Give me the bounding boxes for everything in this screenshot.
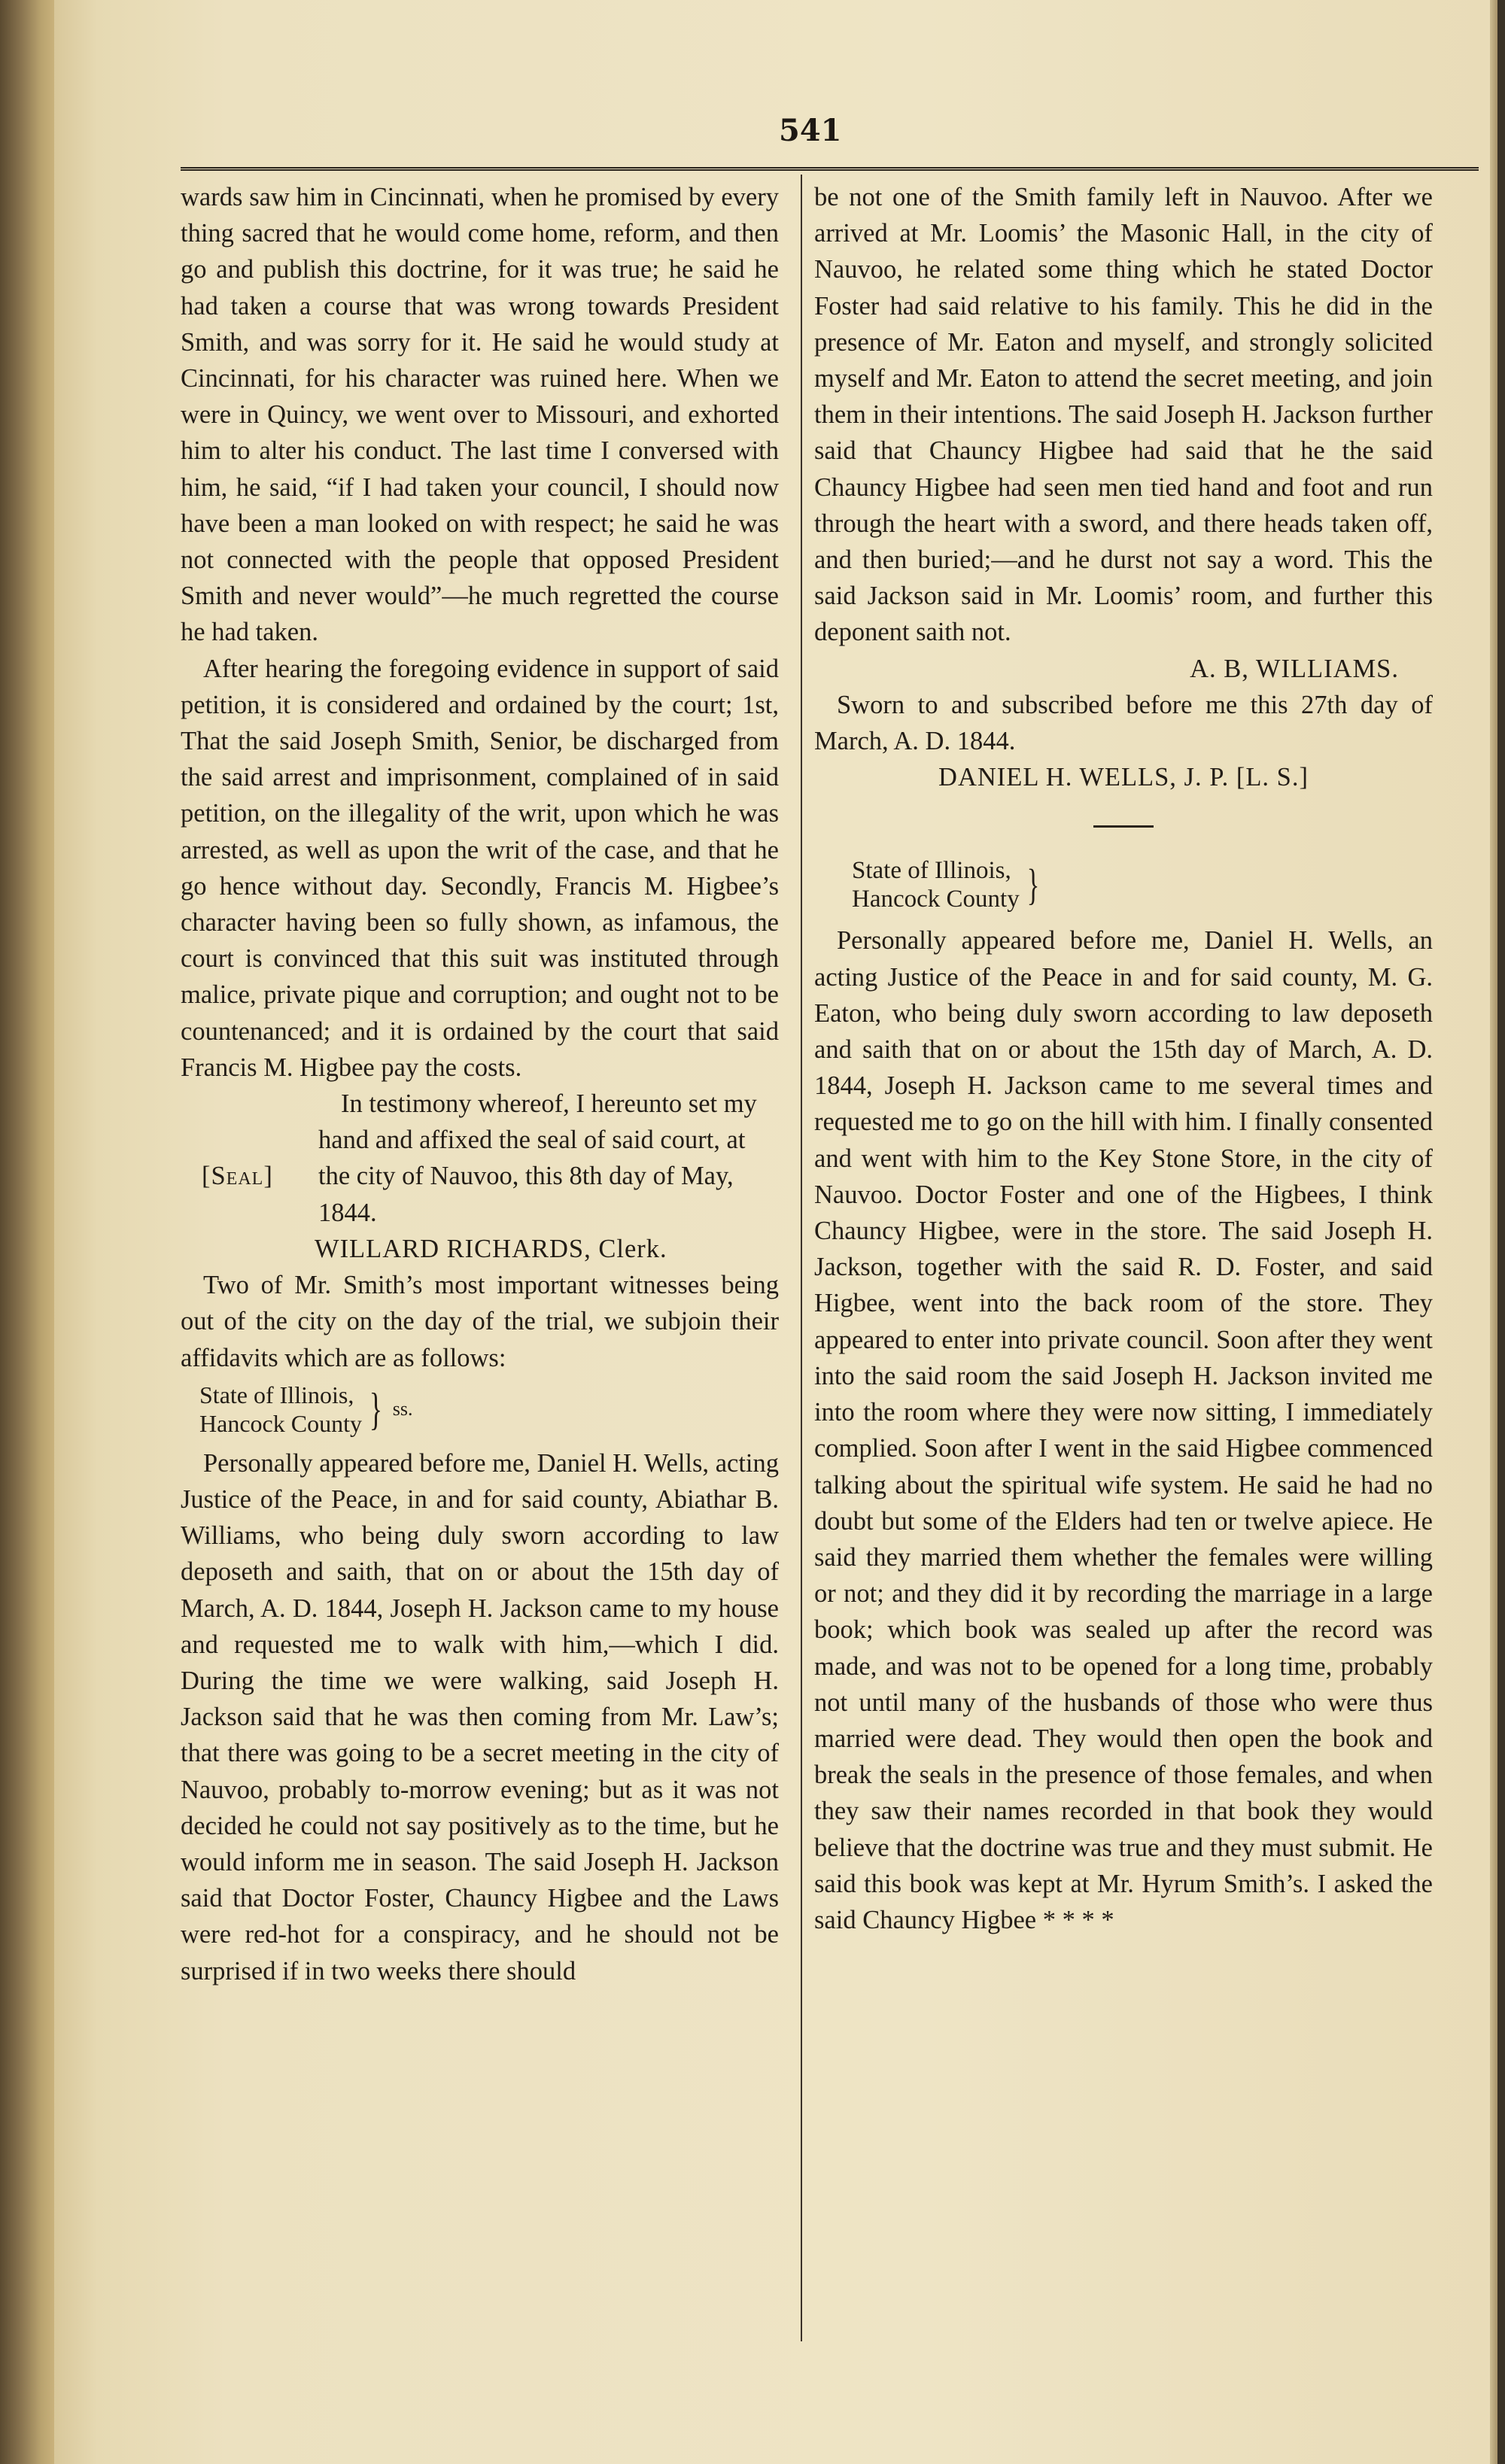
court-ruling-paragraph: After hearing the foregoing evidence in support of said petition, it is considered and ordained by the court; 1st, That the said Joseph Smith, Senior, be discharged from the said arrest and imprisonment, complained of in said petition, on the illegality of the writ, upon which he was arrested, as well as upon the writ of the case, and that he go hence without day. Secondly, Francis M. Higbee’s character having been so fully shown, as infamous, the court is convinced that this suit was instituted through malice, private pique and corruption; and ought not to be countenanced; and it is ordained by the court that said Francis M. Higbee pay the costs. (181, 654, 779, 1082)
continued-paragraph: wards saw him in Cincinnati, when he promised by every thing sacred that he would come home, reform, and then go and publish this doctrine, for it was true; he said he had taken a course that was wrong towards President Smith, and was sorry for it. He said he would study at Cincinnati, for his character was ruined here. When we were in Quincy, we went over to Missouri, and exhorted him to alter his conduct. The last time I conversed with him, he said, “if I had taken your council, I should now have been a man looked on with respect; he said he was not connected with the people that opposed President Smith and never would”—he much regretted the course he had taken. (181, 183, 779, 647)
page-edge (1490, 0, 1497, 2464)
header-rule (181, 167, 1479, 171)
right-column (814, 179, 1433, 1938)
brace-glyph: } (369, 1384, 383, 1434)
venue-state: State of Illinois, (199, 1381, 354, 1408)
page-number: 541 (779, 113, 842, 148)
venue-county-2: Hancock County (852, 886, 1020, 913)
testimony-text: In testimony whereof, I hereunto set my hand and affixed the seal of said court, at the city of Nauvoo, this 8th day of May, 1844. (318, 1089, 757, 1227)
venue-block-2 (852, 856, 1433, 913)
left-column (181, 179, 779, 1989)
book-binding (0, 0, 54, 2464)
affidavit-continued: be not one of the Smith family left in Nauvoo. After we arrived at Mr. Loomis’ the Masonic Hall, in the city of Nauvoo, he related some thing which he stated Doctor Foster had said relative to his family. This he did in the presence of Mr. Eaton and myself, and strongly solicited myself and Mr. Eaton to attend the secret meeting, and join them in their intentions. The said Joseph H. Jackson further said that Chauncy Higbee had said that he the said Chauncy Higbee had seen men tied hand and foot and run through the heart with a sword, and there heads taken off, and then buried;—and he durst not say a word. This the said Jackson said in Mr. Loomis’ room, and further this deponent saith not. (814, 183, 1433, 647)
section-rule (1093, 825, 1154, 828)
venue-block (199, 1381, 779, 1438)
brace-glyph-2: } (1026, 860, 1039, 910)
witnesses-intro: Two of Mr. Smith’s most important witnesses being out of the city on the day of the trial, we subjoin their affidavits which are as follows: (181, 1271, 779, 1372)
clerk-signature: WILLARD RICHARDS, Clerk. (315, 1234, 667, 1263)
eaton-affidavit: Personally appeared before me, Daniel H. Wells, an acting Justice of the Peace in and for said county, M. G. Eaton, who being duly sworn according to law deposeth and saith that on or about the 15th day of March, A. D. 1844, Joseph H. Jackson came to me several times and requested me to go on the hill with him. I finally consented and went with him to the Key Stone Store, in the city of Nauvoo. Doctor Foster and one of the Higbees, I think Chauncy Higbee, were in the store. The said Joseph H. Jackson, together with the said R. D. Foster, and said Higbee, went into the back room of the store. They appeared to enter into private council. Soon after they went into the said room the said Joseph H. Jackson invited me into the room where they were now sitting, I immediately complied. Soon after I went in the said Higbee commenced talking about the spiritual wife system. He said he had no doubt but some of the Elders had ten or twelve apiece. He said they married them whether the females were willing or not; and they did it by recording the marriage in a large book; which book was sealed up after the record was made, and was not to be opened for a long time, probably not until many of the husbands of those who were thus married were dead. They would then open the book and break the seals in the presence of those females, and when they saw their names recorded in that book they would believe that the doctrine was true and they must submit. He said this book was kept at Mr. Hyrum Smith’s. I asked the said Chauncy Higbee * * * * (814, 926, 1433, 1934)
testimony-block (181, 1086, 779, 1231)
venue-state-2: State of Illinois, (852, 857, 1011, 885)
venue-ss: ss. (392, 1397, 413, 1420)
column-divider (801, 175, 802, 2341)
venue-county: Hancock County (199, 1409, 362, 1437)
williams-affidavit: Personally appeared before me, Daniel H. Wells, acting Justice of the Peace, in and for said county, Abiathar B. Williams, who being duly sworn according to law deposeth and saith, that on or about the 15th day of March, A. D. 1844, Joseph H. Jackson came to my house and requested me to walk with him,—which I did. During the time we were walking, said Joseph H. Jackson said that he was then coming from Mr. Law’s; that there was going to be a secret meeting in the city of Nauvoo, probably to-morrow evening; but as it was not decided he could not say positively as to the time, but he would inform me in season. The said Joseph H. Jackson said that Doctor Foster, Chauncy Higbee and the Laws were red-hot for a conspiracy, and he should not be surprised if in two weeks there should (181, 1448, 779, 1985)
justice-signature: DANIEL H. WELLS, J. P. [L. S.] (938, 763, 1309, 792)
sworn-statement: Sworn to and subscribed before me this 27th day of March, A. D. 1844. (814, 690, 1433, 756)
williams-signature: A. B, WILLIAMS. (1190, 654, 1399, 683)
seal-label: [Seal] (202, 1162, 273, 1191)
